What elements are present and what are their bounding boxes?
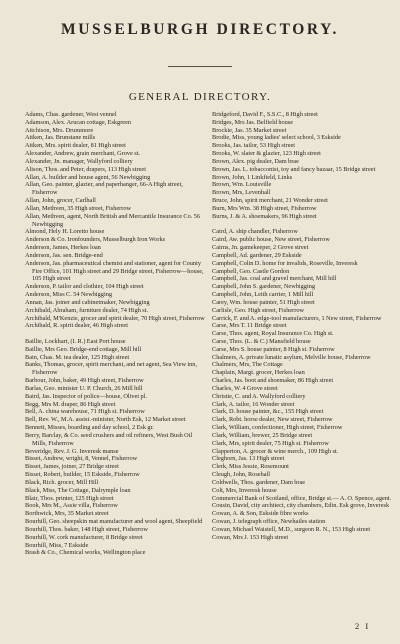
section-heading: GENERAL DIRECTORY. — [128, 91, 272, 103]
directory-entry: Brown, John, 1 Linkfield, Links — [212, 173, 293, 181]
directory-entry: Christie, C. and A. Wallyford colliery — [212, 392, 306, 400]
directory-entry: Chalmers, A. private lunatic asylum, Melville house, Fisherrow — [212, 353, 371, 361]
directory-entry: Bridgeford, David F., S.S.C., 8 High street — [212, 111, 318, 118]
directory-entry: Alexander, Andrew, grain merchant, Grove st. — [25, 150, 140, 158]
directory-entry: Carse, Thos. (L. & C.) Mansfield house — [212, 337, 311, 345]
directory-entry: Coldwells, Thos. gardener, Dam brae — [212, 478, 306, 486]
directory-entry: Aitchison, Mrs. Drummore — [25, 126, 94, 134]
directory-entry: Clapperton, A. grocer & wine merch., 109 High st. — [212, 447, 339, 455]
directory-entry: Adamson, Alex. Arucan cottage, Eskgreen — [25, 118, 132, 126]
directory-entry: Commercial Bank of Scotland, office, Bridge st.— A. O. Spence, agent. — [212, 494, 392, 502]
directory-entry: Carse, Mrs T. 11 Bridge street — [212, 322, 287, 330]
directory-entry: Clark, A. tailor, 16 Wonder street — [212, 400, 295, 408]
directory-entry: Clark, William, confectioner, High street, Fisherrow — [212, 424, 343, 432]
directory-entry: Baird, Jas. Inspector of police—house, Olivet pl. — [25, 392, 147, 400]
directory-entry: Cleghorn, Jas. 13 High street — [212, 455, 285, 463]
directory-entry: Barbour, John, baker, 49 High street, Fisherrow — [25, 377, 144, 385]
directory-entry: Aitken, Jas. Brunstane mills — [25, 134, 96, 142]
directory-entry: Begg, Mrs M. draper, 86 High street — [25, 400, 116, 408]
directory-entry: Allan, Methven, agent, North British and Mercantile Insurance Co. 56 Newbigging — [25, 212, 200, 228]
directory-entry: Anderson, Jas. sen. Bridge-end — [25, 251, 103, 259]
directory-entry: Campbell, John S. gardener, Newbigging — [212, 283, 316, 291]
directory-entry: Clark, Mrs, spirit dealer, 75 High st. Fisherrow — [212, 439, 329, 447]
directory-entry: Campbell, Ad. gardener, 29 Eskside — [212, 251, 302, 259]
directory-entry: Baillie, Lockhart, (I. R.) East Port house — [25, 337, 126, 345]
directory-entry: Carey, Wm. house painter, 51 High street — [212, 298, 315, 306]
directory-entry: Anderson, Miss C. 54 Newbigging — [25, 291, 113, 299]
directory-entry: Archibald, M'Kenzie, grocer and spirit dealer, 70 High street, Fisherrow — [25, 314, 205, 322]
left-column — [25, 111, 206, 557]
directory-entry: Bruce, John, spirit merchant, 21 Wonder street — [212, 197, 328, 205]
directory-entry: Cousin, David, city architect, city chambers, Edin. Esk grove, Inveresk — [212, 502, 390, 510]
directory-entry: Bridges, Mrs Jas. Belfield house — [212, 118, 294, 126]
directory-entry: Brash & Co., Chemical works, Wellington place — [25, 549, 146, 557]
directory-entry: Clark, William, brewer, 25 Bridge street — [212, 431, 313, 439]
directory-entry: Campbell, Colin D. home for invalids, Roseville, Inveresk — [212, 259, 358, 267]
directory-entry: Carse, Mrs S. house painter, 8 High st. Fisherrow — [212, 345, 335, 353]
directory-entry: Blair, Thos. printer, 125 High street — [25, 494, 114, 502]
directory-entry: Annan, Jas. joiner and cabinetmaker, Newbigging — [25, 298, 150, 306]
directory-entry: Campbell, Jas. coal and gravel merchant, Mill hill — [212, 275, 337, 283]
directory-entry: Black, Rich. grocer, Mill Hill — [25, 478, 99, 486]
directory-entry: Beveridge, Rev. J. G. Inveresk manse — [25, 447, 119, 455]
directory-entry: Clerk, Miss Jessie, Rosemount — [212, 463, 289, 471]
signature-mark: 2 I — [355, 621, 371, 631]
directory-entry: Cowan, Mrs J. 153 High street — [212, 533, 289, 541]
directory-entry: Bourhill, Geo. sheepskin mat manufacturer and wool agent, Sheepfield — [25, 518, 203, 526]
directory-entry: Book, Mrs M., Assie villa, Fisherrow — [25, 502, 118, 510]
directory-entry: Brown, Alex. pig dealer, Dam brae — [212, 157, 299, 165]
directory-entry: Brockie, Jas. 35 Market street — [212, 126, 287, 134]
directory-entry: Burns, J. & A. shoemakers, 96 High street — [212, 212, 317, 220]
directory-entry: Allan, Methven, 35 High street, Fisherrow — [25, 204, 132, 212]
directory-entry: Anderson, Jas. pharmaceutical chemist and stationer, agent for County Fire Office, 101 High street and 29 Bridge street, Fisherrow—house, 105 High street — [25, 259, 204, 283]
directory-entry: Bourhill, Thos. baker, 148 High street, Fisherrow — [25, 525, 148, 533]
directory-entry: Allan, John, grocer, Carlhall — [25, 197, 96, 205]
directory-entry: Bourhill, Miss, 7 Eskside — [25, 541, 89, 549]
directory-entry: Campbell, Geo. Castle Gordon — [212, 267, 290, 275]
directory-entry: Charles, Jas. boot and shoemaker, 86 High street — [212, 377, 334, 385]
directory-entry: Carrick, F. and A. edge-tool manufacturers, 1 New street, Fisherrow — [212, 314, 382, 322]
directory-entry: Brooks, W. slater & glazier, 123 High street — [212, 150, 321, 158]
directory-entry: Allan, A. builder and house agent, 56 Newbigging — [25, 173, 151, 181]
directory-entry: Anderson, James, Herkes loan — [25, 244, 101, 252]
directory-entry: Colt, Mrs, Inveresk house — [212, 486, 277, 494]
directory-entry: Caird, A. ship chandler, Fisherrow — [212, 228, 298, 236]
right-column — [212, 111, 393, 542]
page-title: MUSSELBURGH DIRECTORY. — [60, 21, 339, 38]
directory-entry: Banks, Thomas, grocer, spirit merchant, and net agent, Sea View inn, Fisherrow — [25, 361, 198, 377]
directory-entry: Cowan, A. & Son, Eskside fibre works — [212, 510, 309, 518]
directory-entry: Brooks, Jas. tailor, 53 High street — [212, 142, 296, 150]
directory-entry: Burn, Mrs Wm. 38 High street, Fisherrow — [212, 204, 317, 212]
directory-entry: Chaplain, Margt. grocer, Herkes loan — [212, 369, 305, 377]
directory-entry: Brown, Mrs, Levenhall — [212, 189, 271, 197]
directory-entry: Cowan, J. telegraph office, Newhailes station — [212, 518, 326, 526]
directory-entry: Anderson & Co. Ironfounders, Musselburgh Iron Works — [25, 236, 166, 244]
directory-entry: Anderson, P. tailor and clothier, 104 High street — [25, 283, 144, 291]
directory-entry: Cairns, Jn. gamekeeper, 2 Grove street — [212, 244, 309, 252]
title-divider — [168, 66, 232, 67]
directory-entry: Bisset, Robert, builder, 15 Eskside, Fisherrow — [25, 471, 140, 479]
directory-entry: Bisset, James, joiner, 27 Bridge street — [25, 463, 119, 471]
directory-entry: Bourhill, W. cork manufacturer, 8 Bridge street — [25, 533, 143, 541]
directory-entry: Clark, D. house painter, &c., 155 High street — [212, 408, 324, 416]
directory-entry: Baillie, Mrs Geo. Bridge-end cottage, Mill hill — [25, 345, 142, 353]
directory-entry: Campbell, John, Leith carrier, 1 Mill hill — [212, 291, 314, 299]
directory-entry: Cleugh, John, Rosehall — [212, 471, 271, 479]
directory-entry: Brown, Jas. L. tobacconist, toy and fancy bazaar, 15 Bridge street — [212, 165, 376, 173]
directory-entry: Bell, A. china warehouse, 71 High st. Fisherrow — [25, 408, 145, 416]
directory-entry: Almond, Hely H. Loretto house — [25, 228, 105, 236]
directory-entry: Archibald, R. spirit dealer, 46 High street — [25, 322, 128, 330]
directory-entry: Borthwick, Mrs, 35 Market street — [25, 510, 109, 518]
directory-entry: Berry, Barclay, & Co. seed crushers and oil refiners, West Bush Oil Mills, Fisherrow — [25, 431, 193, 447]
directory-entry: Allan, Geo. painter, glazier, and paperhanger, 66-A High street, Fisherrow — [25, 181, 183, 197]
directory-entry: Bisset, Andrew, wright, 8, Vennel, Fisherrow — [25, 455, 138, 463]
directory-entry: Black, Miss, The Cottage, Dalrymple loan — [25, 486, 131, 494]
directory-entry: Charles, W. 4 Grove street — [212, 384, 278, 392]
directory-entry: Archibald, Abraham, furniture dealer, 74 High st. — [25, 306, 149, 314]
directory-entry: Bain, Chas. M. tea dealer, 125 High street — [25, 353, 130, 361]
directory-entry: Brown, Wm. Louisville — [212, 181, 272, 189]
directory-entry: Bennett, Misses, boarding and day school, 2 Esk gr. — [25, 424, 154, 432]
directory-entry: Aitken, Mrs. spirit dealer, 81 High street — [25, 142, 126, 150]
directory-entry: Brodie, Miss, young ladies' select school, 3 Eskside — [212, 134, 341, 142]
directory-entry: Bell, Rev. W., M.A. assist.-minister, North Esk, 12 Market street — [25, 416, 186, 424]
directory-entry: Carse, Thos. agent, Royal Insurance Co. High st. — [212, 330, 334, 338]
directory-entry: Barlas, Geo. minister U. P. Church, 26 Mill hill — [25, 384, 143, 392]
directory-entry: Alexander, Jn. manager, Wallyford colliery — [25, 157, 133, 165]
directory-entry: Cowan, Michael Waistell, M.D., surgeon R. N., 153 High street — [212, 525, 371, 533]
directory-entry: Alison, Thos. and Peter, drapers, 113 High street — [25, 165, 146, 173]
directory-entry: Chalmers, Mrs, The Cottage — [212, 361, 283, 369]
directory-entry: Carlisle, Geo. High street, Fisherrow — [212, 306, 305, 314]
directory-entry: Adams, Chas. gardener, West vennel — [25, 111, 117, 118]
directory-entry: Clark, Robt. horse dealer, New street, Fisherrow — [212, 416, 333, 424]
directory-entry: Caird, Aw. public house, New street, Fisherrow — [212, 236, 330, 244]
